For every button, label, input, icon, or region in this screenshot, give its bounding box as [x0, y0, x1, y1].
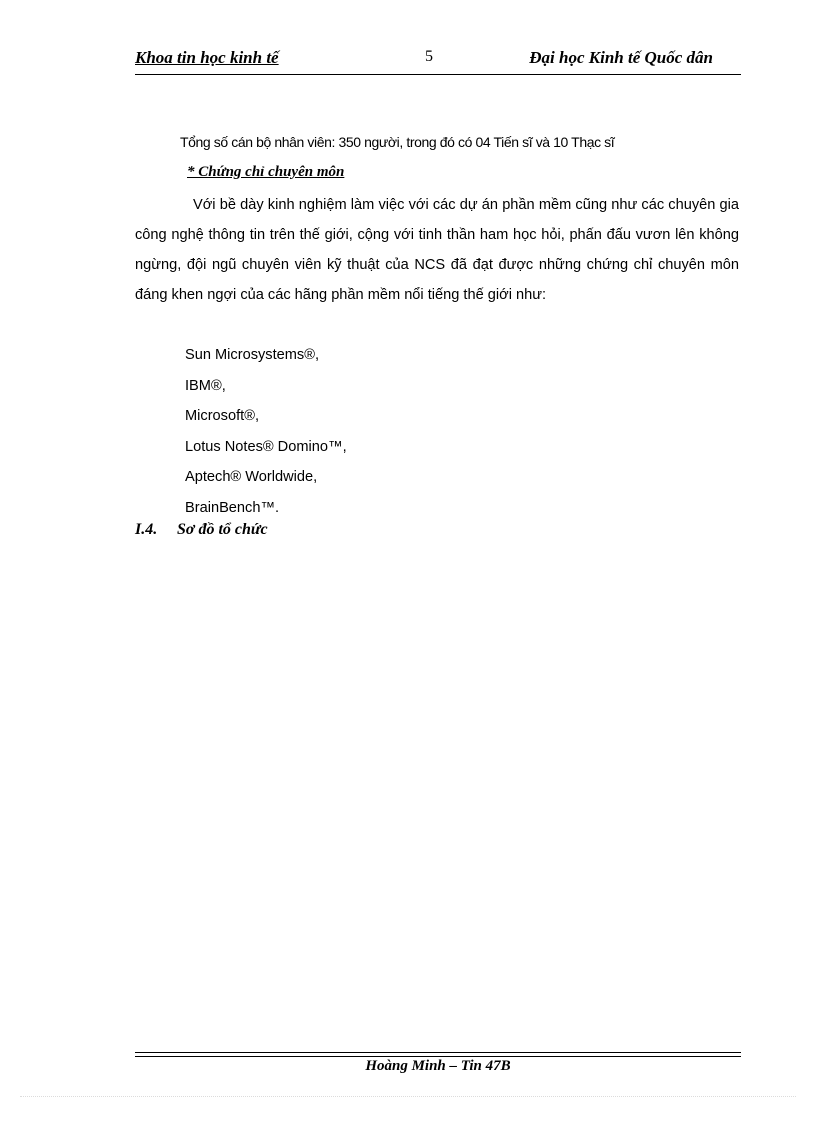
- section-heading: [135, 521, 268, 539]
- section-title: Sơ đồ tổ chức: [177, 521, 268, 538]
- header-university: Đại học Kinh tế Quốc dân: [529, 48, 713, 67]
- list-item: IBM®,: [185, 377, 226, 394]
- list-item: Aptech® Worldwide,: [185, 469, 318, 486]
- list-item: Microsoft®,: [185, 408, 260, 425]
- footer-author: Hoàng Minh – Tin 47B: [365, 1058, 511, 1074]
- staff-count-line: Tổng số cán bộ nhân viên: 350 người, trong đó có 04 Tiến sĩ và 10 Thạc sĩ: [180, 134, 615, 150]
- list-item: BrainBench™.: [185, 499, 280, 516]
- certificates-subheading: * Chứng chỉ chuyên môn: [187, 164, 345, 180]
- footer-rule: [135, 1052, 741, 1057]
- list-item: Sun Microsystems®,: [185, 347, 320, 363]
- page-number: 5: [425, 48, 433, 65]
- section-number: I.4.: [135, 521, 158, 538]
- header-faculty: Khoa tin học kinh tế: [135, 48, 279, 67]
- certificates-paragraph: Với bề dày kinh nghiệm làm việc với các dự án phần mềm cũng như các chuyên gia công nghệ thông tin trên thế giới, cộng với tinh thần ham học hỏi, phấn đấu vươn lên không ngừng, đội ngũ chuyên viên kỹ thuật của NCS đã đạt được những chứng chỉ chuyên môn đáng khen ngợi của các hãng phần mềm nổi tiếng thế giới như:: [135, 197, 739, 303]
- page-edge-divider: [20, 1096, 796, 1097]
- page-header: [135, 46, 741, 75]
- certificate-list: [185, 340, 347, 524]
- list-item: Lotus Notes® Domino™,: [185, 438, 347, 455]
